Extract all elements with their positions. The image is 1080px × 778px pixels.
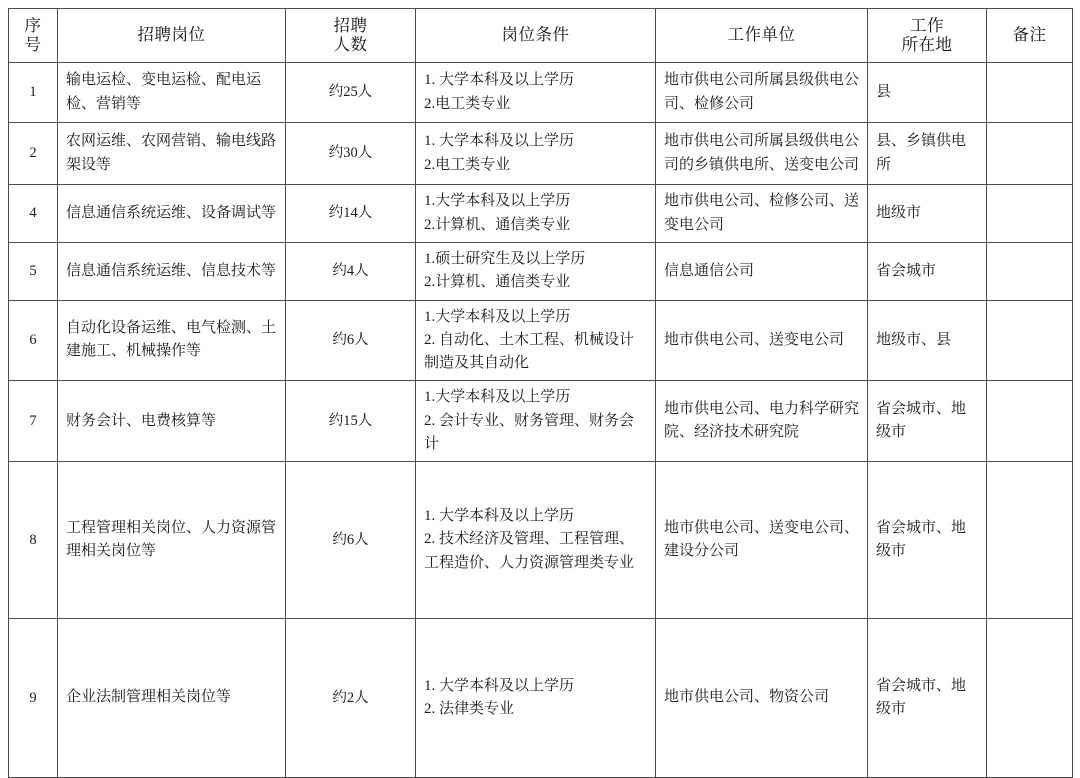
cell-loc: 省会城市、地级市 (868, 462, 987, 619)
cell-cond (416, 619, 656, 778)
cell-post: 自动化设备运维、电气检测、土建施工、机械操作等 (58, 300, 286, 381)
column-header-loc-line1: 工作 (910, 15, 944, 35)
cell-note (987, 63, 1073, 123)
cell-cond (416, 243, 656, 301)
cell-loc: 地级市 (868, 185, 987, 243)
cell-post: 信息通信系统运维、信息技术等 (58, 243, 286, 301)
cell-post: 农网运维、农网营销、输电线路架设等 (58, 123, 286, 185)
cell-loc: 县、乡镇供电所 (868, 123, 987, 185)
cell-unit: 地市供电公司、送变电公司 (656, 300, 868, 381)
cond-line: 1.大学本科及以上学历 (424, 389, 571, 406)
cell-post: 工程管理相关岗位、人力资源管理相关岗位等 (58, 462, 286, 619)
cond-line: 1. 大学本科及以上学历 (424, 677, 575, 694)
cell-unit: 地市供电公司、物资公司 (656, 619, 868, 778)
table-row (9, 185, 1073, 243)
cell-note (987, 619, 1073, 778)
cell-count: 约2人 (286, 619, 416, 778)
cell-unit: 地市供电公司、检修公司、送变电公司 (656, 185, 868, 243)
cond-line: 1.大学本科及以上学历 (424, 308, 571, 325)
cell-count: 约6人 (286, 462, 416, 619)
cell-unit: 信息通信公司 (656, 243, 868, 301)
table-row (9, 300, 1073, 381)
cond-line: 2.计算机、通信类专业 (424, 274, 571, 291)
cell-no: 2 (9, 123, 58, 185)
cell-no: 9 (9, 619, 58, 778)
cell-count: 约25人 (286, 63, 416, 123)
column-header-no-line1: 序号 (24, 15, 42, 54)
column-header-note (987, 9, 1073, 63)
cell-note (987, 300, 1073, 381)
cell-loc: 县 (868, 63, 987, 123)
table-body (9, 63, 1073, 778)
table-row (9, 619, 1073, 778)
cond-line: 2. 法律类专业 (424, 701, 515, 717)
cond-line: 2. 技术经济及管理、工程管理、工程造价、人力资源管理类专业 (424, 531, 635, 571)
table-row (9, 63, 1073, 123)
cell-note (987, 243, 1073, 301)
column-header-count-line1: 招聘 (333, 15, 368, 35)
cell-note (987, 185, 1073, 243)
column-header-post (58, 9, 286, 63)
cell-cond (416, 300, 656, 381)
cell-post: 企业法制管理相关岗位等 (58, 619, 286, 778)
cond-line: 2. 会计专业、财务管理、财务会计 (424, 412, 635, 452)
header-row (9, 9, 1073, 63)
cell-unit: 地市供电公司、电力科学研究院、经济技术研究院 (656, 381, 868, 462)
cell-post: 信息通信系统运维、设备调试等 (58, 185, 286, 243)
table-header (9, 9, 1073, 63)
cond-line: 2.计算机、通信类专业 (424, 216, 571, 233)
cell-loc: 省会城市、地级市 (868, 381, 987, 462)
table-row (9, 381, 1073, 462)
column-header-count-line2: 人数 (333, 34, 368, 54)
cell-unit: 地市供电公司、送变电公司、建设分公司 (656, 462, 868, 619)
table-row (9, 462, 1073, 619)
cell-loc: 省会城市、地级市 (868, 619, 987, 778)
column-header-unit (656, 9, 868, 63)
cell-no: 8 (9, 462, 58, 619)
cell-count: 约15人 (286, 381, 416, 462)
cell-unit: 地市供电公司所属县级供电公司的乡镇供电所、送变电公司 (656, 123, 868, 185)
cell-count: 约6人 (286, 300, 416, 381)
cell-no: 4 (9, 185, 58, 243)
cell-no: 1 (9, 63, 58, 123)
cell-no: 6 (9, 300, 58, 381)
cell-note (987, 462, 1073, 619)
column-header-note-line1: 备注 (1012, 25, 1047, 45)
cell-cond (416, 63, 656, 123)
cell-post: 输电运检、变电运检、配电运检、营销等 (58, 63, 286, 123)
cell-post: 财务会计、电费核算等 (58, 381, 286, 462)
cell-no: 7 (9, 381, 58, 462)
cell-no: 5 (9, 243, 58, 301)
column-header-loc-line2: 所在地 (901, 34, 953, 54)
cond-line: 2.电工类专业 (424, 156, 511, 173)
cell-cond (416, 185, 656, 243)
cond-line: 1. 大学本科及以上学历 (424, 508, 575, 525)
recruitment-table (8, 8, 1073, 778)
cond-line: 1. 大学本科及以上学历 (424, 72, 575, 89)
cell-cond (416, 123, 656, 185)
cond-line: 1.大学本科及以上学历 (424, 193, 571, 210)
column-header-loc (868, 9, 987, 63)
cond-line: 1.硕士研究生及以上学历 (424, 251, 586, 267)
column-header-count (286, 9, 416, 63)
cell-cond (416, 462, 656, 619)
cell-loc: 省会城市 (868, 243, 987, 301)
cell-count: 约4人 (286, 243, 416, 301)
table-row (9, 123, 1073, 185)
table-row (9, 243, 1073, 301)
column-header-no (9, 9, 58, 63)
cell-count: 约14人 (286, 185, 416, 243)
cell-unit: 地市供电公司所属县级供电公司、检修公司 (656, 63, 868, 123)
column-header-post-line1: 招聘岗位 (137, 25, 206, 45)
cell-note (987, 381, 1073, 462)
cell-cond (416, 381, 656, 462)
column-header-cond-line1: 岗位条件 (501, 25, 570, 45)
cell-loc: 地级市、县 (868, 300, 987, 381)
cell-count: 约30人 (286, 123, 416, 185)
column-header-unit-line1: 工作单位 (727, 25, 796, 45)
column-header-cond (416, 9, 656, 63)
cond-line: 1. 大学本科及以上学历 (424, 133, 575, 150)
cell-note (987, 123, 1073, 185)
cond-line: 2. 自动化、土木工程、机械设计制造及其自动化 (424, 331, 635, 371)
cond-line: 2.电工类专业 (424, 95, 511, 112)
